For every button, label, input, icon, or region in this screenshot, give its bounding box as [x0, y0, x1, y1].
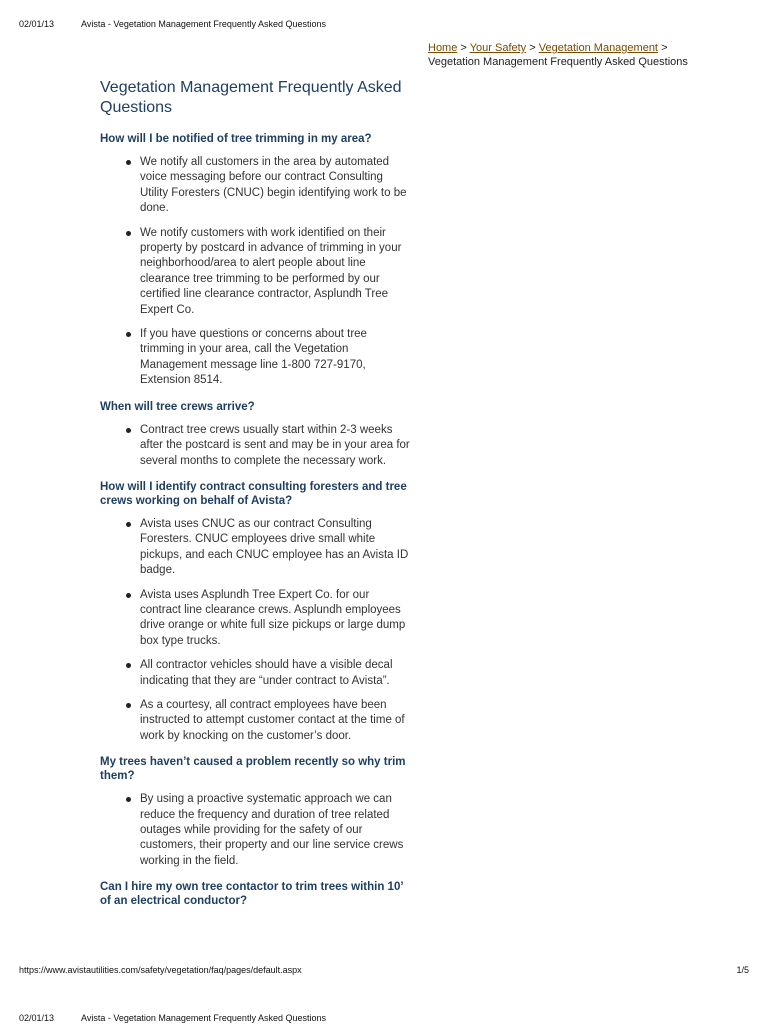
list-item: We notify all customers in the area by automated voice messaging before our contract Consulting Utility Foresters (CNUC) begin identifying work to be done. — [100, 155, 410, 217]
breadcrumb-home-link[interactable]: Home — [428, 42, 458, 54]
faq-question: How will I identify contract consulting foresters and tree crews working on behalf of Avista? — [100, 480, 407, 507]
list-item: We notify customers with work identified on their property by postcard in advance of trimming in your neighborhood/area to alert people about line clearance tree trimming to be performed by our certified line clearance contractor, Asplundh Tree Expert Co. — [100, 226, 410, 318]
breadcrumb — [428, 41, 728, 69]
faq-question: Can I hire my own tree contactor to trim trees within 10’ of an electrical conductor? — [100, 881, 403, 908]
faq-question: When will tree crews arrive? — [100, 400, 255, 413]
faq-question: How will I be notified of tree trimming in my area? — [100, 133, 372, 145]
faq-answer-list — [100, 155, 410, 389]
page-number: 1/5 — [736, 965, 749, 975]
breadcrumb-separator: > — [460, 42, 467, 54]
breadcrumb-current: Vegetation Management Frequently Asked Questions — [428, 56, 688, 68]
list-item: All contractor vehicles should have a visible decal indicating that they are “under contract to Avista”. — [100, 658, 410, 689]
print-header-next-page — [19, 1013, 326, 1023]
breadcrumb-your-safety-link[interactable]: Your Safety — [469, 42, 527, 54]
faq-answer-list — [100, 792, 410, 869]
print-header — [19, 19, 326, 29]
print-footer — [19, 965, 749, 975]
list-item: If you have questions or concerns about tree trimming in your area, call the Vegetation Management message line 1-800 727-9170, Extension 8514. — [100, 327, 410, 389]
faq-answer-list — [100, 517, 410, 744]
print-title: Avista - Vegetation Management Frequently Asked Questions — [81, 19, 326, 29]
faq-question: My trees haven’t caused a problem recently so why trim them? — [100, 756, 406, 783]
list-item: As a courtesy, all contract employees have been instructed to attempt customer contact at the time of work by knocking on the customer’s door. — [100, 698, 410, 744]
main-content — [100, 78, 410, 908]
list-item: Avista uses Asplundh Tree Expert Co. for our contract line clearance crews. Asplundh employees drive orange or white full size pickups or large dump box type trucks. — [100, 588, 410, 650]
list-item: By using a proactive systematic approach we can reduce the frequency and duration of tree related outages while providing for the safety of our customers, their property and our line service crews working in the field. — [100, 792, 410, 869]
print-date: 02/01/13 — [19, 19, 55, 29]
print-title: Avista - Vegetation Management Frequently Asked Questions — [81, 1013, 326, 1023]
page-title: Vegetation Management Frequently Asked Questions — [100, 79, 402, 116]
page-url: https://www.avistautilities.com/safety/vegetation/faq/pages/default.aspx — [19, 965, 302, 975]
breadcrumb-separator: > — [529, 42, 536, 54]
faq-answer-list — [100, 423, 410, 469]
list-item: Avista uses CNUC as our contract Consulting Foresters. CNUC employees drive small white pickups, and each CNUC employee has an Avista ID badge. — [100, 517, 410, 579]
print-date: 02/01/13 — [19, 1013, 55, 1023]
breadcrumb-separator: > — [661, 42, 668, 54]
breadcrumb-vegetation-management-link[interactable]: Vegetation Management — [538, 42, 658, 54]
list-item: Contract tree crews usually start within 2-3 weeks after the postcard is sent and may be in your area for several months to complete the necessary work. — [100, 423, 410, 469]
